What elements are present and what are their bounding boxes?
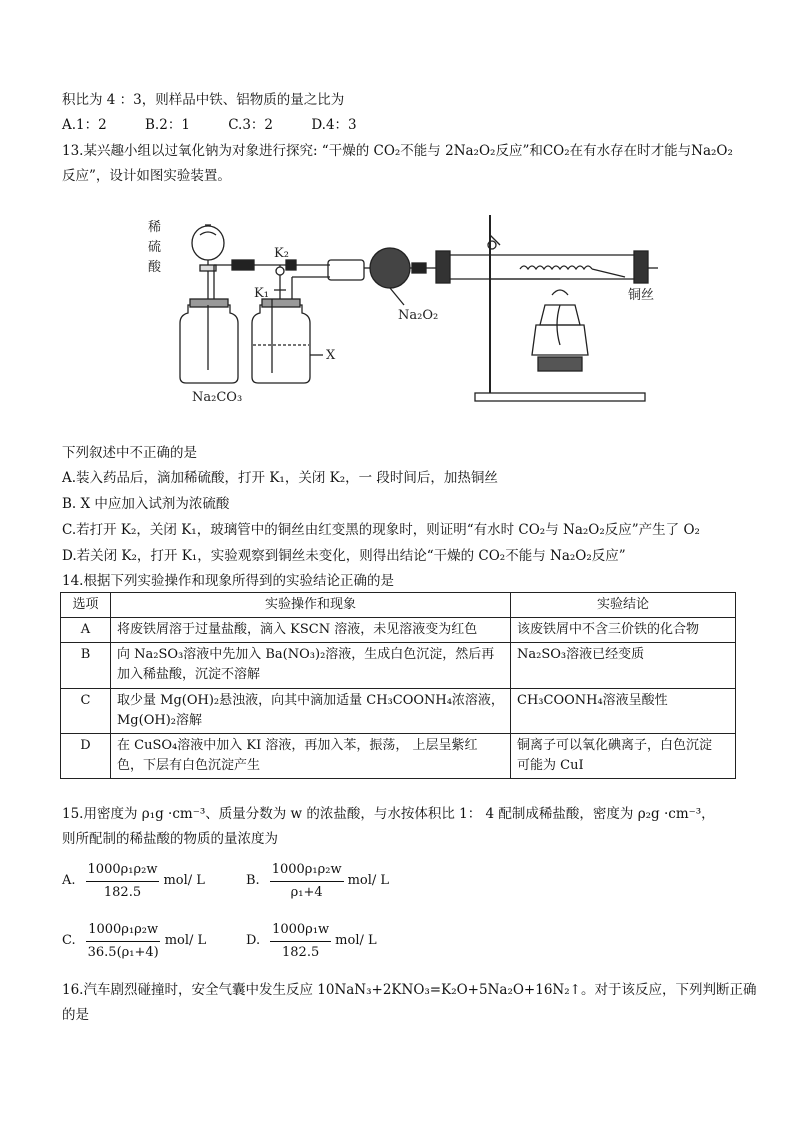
q13-option-d: D.若关闭 K₂，打开 K₁，实验观察到铜丝未变化，则得出结论“干燥的 CO₂不能与 Na₂O₂反应” (62, 548, 626, 564)
row-operation: 向 Na₂SO₃溶液中先加入 Ba(NO₃)₂溶液，生成白色沉淀，然后再 加入稀盐酸，沉淀不溶解 (111, 643, 511, 688)
header-operation: 实验操作和现象 (111, 593, 511, 618)
row-conclusion: CH₃COONH₄溶液呈酸性 (511, 688, 736, 733)
row-operation: 取少量 Mg(OH)₂悬浊液，向其中滴加适量 CH₃COONH₄浓溶液， Mg(OH)₂溶解 (111, 688, 511, 733)
q14-stem: 14.根据下列实验操作和现象所得到的实验结论正确的是 (62, 573, 394, 589)
q15-stem-line2: 则所配制的稀盐酸的物质的量浓度为 (62, 831, 278, 847)
generator-bottle (180, 305, 238, 383)
row-key: D (61, 733, 111, 778)
q15-option-c: C. $\frac{\text{1000ρ₁ρ₂w}}{\text{36.5(ρ₁+4)}}$ mol/ L (62, 922, 207, 960)
q15-stem-line1: 15.用密度为 ρ₁g ·cm⁻³、质量分数为 w 的浓盐酸，与水按体积比 1： 4 配制成稀盐酸，密度为 ρ₂g ·cm⁻³， (62, 806, 715, 822)
label-acid-3: 酸 (148, 260, 162, 275)
label-k2: K₂ (274, 246, 289, 261)
row-operation: 将废铁屑溶于过量盐酸，滴入 KSCN 溶液，未见溶液变为红色 (111, 618, 511, 643)
q12-option-b: B.2：1 (145, 117, 190, 133)
row-key: B (61, 643, 111, 688)
apparatus-figure (140, 205, 680, 415)
table-row (61, 688, 736, 733)
table-row (61, 643, 736, 688)
label-acid-2: 硫 (148, 240, 162, 255)
table-row (61, 733, 736, 778)
q16-stem-line1: 16.汽车剧烈碰撞时，安全气囊中发生反应 10NaN₃+2KNO₃=K₂O+5Na₂O+16N₂↑。对于该反应，下列判断正确 (62, 982, 757, 998)
experiment-table (60, 592, 736, 779)
q12-option-c: C.3：2 (228, 117, 274, 133)
row-conclusion: Na₂SO₃溶液已经变质 (511, 643, 736, 688)
apparatus-diagram (140, 205, 680, 415)
separatory-funnel (192, 226, 224, 260)
q12-option-d: D.4：3 (311, 117, 357, 133)
row-key: C (61, 688, 111, 733)
alcohol-lamp (540, 305, 580, 325)
na2o2-bulb (370, 248, 410, 288)
header-option: 选项 (61, 593, 111, 618)
header-conclusion: 实验结论 (511, 593, 736, 618)
wash-bottle (252, 305, 310, 383)
drying-tube (328, 260, 364, 280)
row-operation: 在 CuSO₄溶液中加入 KI 溶液，再加入苯，振荡， 上层呈紫红 色，下层有白色沉淀产生 (111, 733, 511, 778)
q15-option-b: B. $\frac{\text{1000ρ₁ρ₂w}}{\text{ρ₁+4}}$ mol/ L (246, 862, 390, 900)
q12-options (62, 115, 744, 135)
q12-tail-text: 积比为 4 ：3，则样品中铁、铝物质的量之比为 (62, 92, 345, 108)
label-copper: 铜丝 (628, 288, 655, 303)
q13-option-c: C.若打开 K₂，关闭 K₁，玻璃管中的铜丝由红变黑的现象时，则证明“有水时 CO₂与 Na₂O₂反应”产生了 O₂ (62, 522, 700, 538)
q12-option-a: A.1：2 (62, 117, 107, 133)
copper-coil (520, 266, 592, 269)
label-na2o2: Na₂O₂ (398, 308, 439, 323)
q13-prompt: 下列叙述中不正确的是 (62, 445, 197, 461)
label-k1: K₁ (254, 286, 269, 301)
row-conclusion: 该废铁屑中不含三价铁的化合物 (511, 618, 736, 643)
label-acid-1: 稀 (148, 220, 162, 235)
q15-option-a: A. $\frac{\text{1000ρ₁ρ₂w}}{182.5}$ mol/ L (62, 862, 205, 900)
q13-option-b: B. X 中应加入试剂为浓硫酸 (62, 496, 230, 512)
row-conclusion: 铜离子可以氧化碘离子，白色沉淀 可能为 CuI (511, 733, 736, 778)
table-header-row (61, 593, 736, 618)
q13-stem-line2: 反应”，设计如图实验装置。 (62, 168, 231, 184)
q16-stem-line2: 的是 (62, 1007, 89, 1023)
q15-option-d: D. $\frac{\text{1000ρ₁w}}{182.5}$ mol/ L (246, 922, 377, 960)
q13-stem-line1: 13.某兴趣小组以过氧化钠为对象进行探究: “干燥的 CO₂不能与 2Na₂O₂反应”和CO₂在有水存在时才能与Na₂O₂ (62, 143, 733, 159)
label-na2co3: Na₂CO₃ (192, 390, 243, 405)
label-x: X (326, 348, 336, 363)
row-key: A (61, 618, 111, 643)
table-row (61, 618, 736, 643)
q13-option-a: A.装入药品后，滴加稀硫酸，打开 K₁，关闭 K₂，一 段时间后，加热铜丝 (62, 470, 498, 486)
